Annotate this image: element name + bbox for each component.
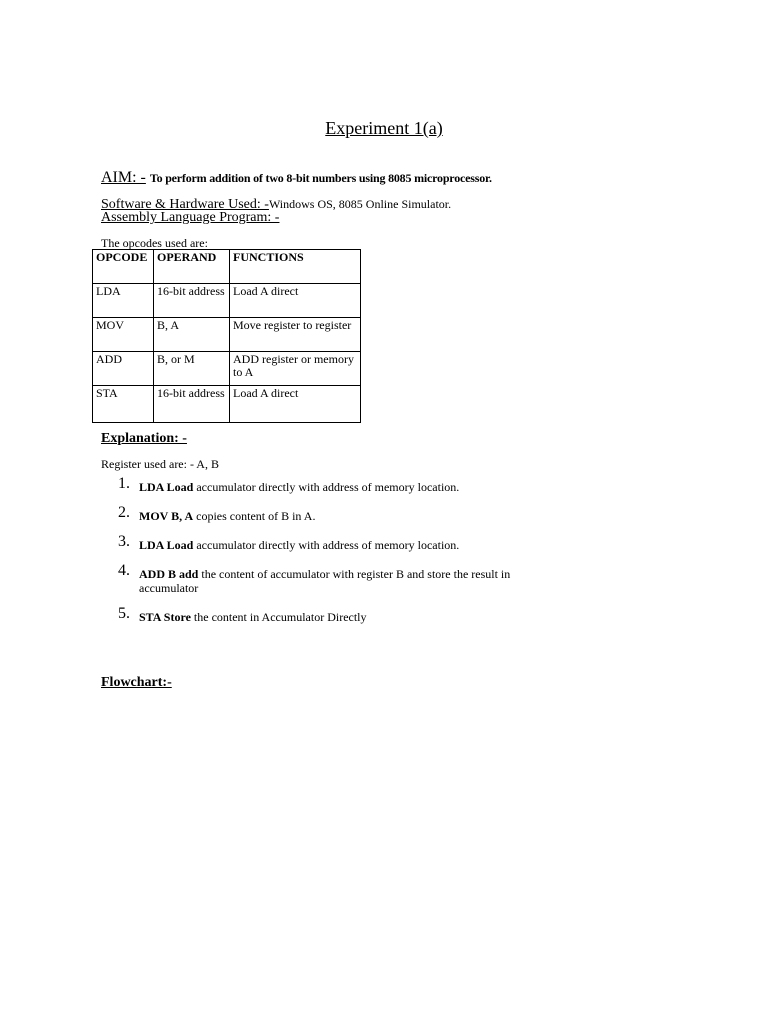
cell-opcode: ADD <box>93 352 154 386</box>
list-item <box>0 562 560 595</box>
step-text: copies content of B in A. <box>193 509 316 523</box>
list-item <box>0 533 560 552</box>
step-keyword: LDA Load <box>139 538 194 552</box>
table-row <box>93 352 361 386</box>
list-item <box>0 504 560 523</box>
cell-function: Move register to register <box>230 318 361 352</box>
cell-function: Load A direct <box>230 284 361 318</box>
header-opcode: OPCODE <box>93 250 154 284</box>
step-keyword: LDA Load <box>139 480 194 494</box>
cell-opcode: MOV <box>93 318 154 352</box>
step-number: 2. <box>118 504 130 521</box>
step-keyword: ADD B add <box>139 567 199 581</box>
aim-text: To perform addition of two 8-bit numbers using 8085 microprocessor. <box>149 171 492 185</box>
aim-label: AIM: - <box>101 169 146 186</box>
software-text: Windows OS, 8085 Online Simulator. <box>268 197 452 211</box>
cell-function: Load A direct <box>230 386 361 423</box>
software-label: Software & Hardware Used: - <box>101 197 269 212</box>
opcodes-intro: The opcodes used are: <box>101 236 208 250</box>
table-row <box>93 318 361 352</box>
page-title: Experiment 1(a) <box>325 118 443 138</box>
steps-list <box>0 475 560 639</box>
opcode-table <box>92 249 361 423</box>
list-item <box>0 475 560 494</box>
cell-opcode: STA <box>93 386 154 423</box>
step-number: 5. <box>118 605 130 622</box>
explanation-heading: Explanation: - <box>101 431 187 446</box>
header-operand: OPERAND <box>154 250 230 284</box>
step-keyword: STA Store <box>139 610 191 624</box>
step-text: the content of accumulator with register B and store the result in accumulator <box>139 567 511 595</box>
registers-line: Register used are: - A, B <box>101 457 219 471</box>
list-item <box>0 605 560 624</box>
cell-operand: 16-bit address <box>154 386 230 423</box>
step-text: the content in Accumulator Directly <box>190 610 367 624</box>
flowchart-heading: Flowchart:- <box>101 675 172 690</box>
cell-operand: B, A <box>154 318 230 352</box>
step-text: accumulator directly with address of memory location. <box>193 480 460 494</box>
cell-operand: B, or M <box>154 352 230 386</box>
header-functions: FUNCTIONS <box>230 250 361 284</box>
step-number: 4. <box>118 562 130 579</box>
cell-opcode: LDA <box>93 284 154 318</box>
table-row <box>93 284 361 318</box>
step-keyword: MOV B, A <box>139 509 194 523</box>
step-text: accumulator directly with address of memory location. <box>193 538 460 552</box>
aim-line <box>101 169 492 187</box>
table-row <box>93 386 361 423</box>
program-heading: Assembly Language Program: - <box>101 210 280 225</box>
step-number: 1. <box>118 475 130 492</box>
cell-operand: 16-bit address <box>154 284 230 318</box>
step-number: 3. <box>118 533 130 550</box>
table-header-row <box>93 250 361 284</box>
cell-function: ADD register or memory to A <box>230 352 361 386</box>
